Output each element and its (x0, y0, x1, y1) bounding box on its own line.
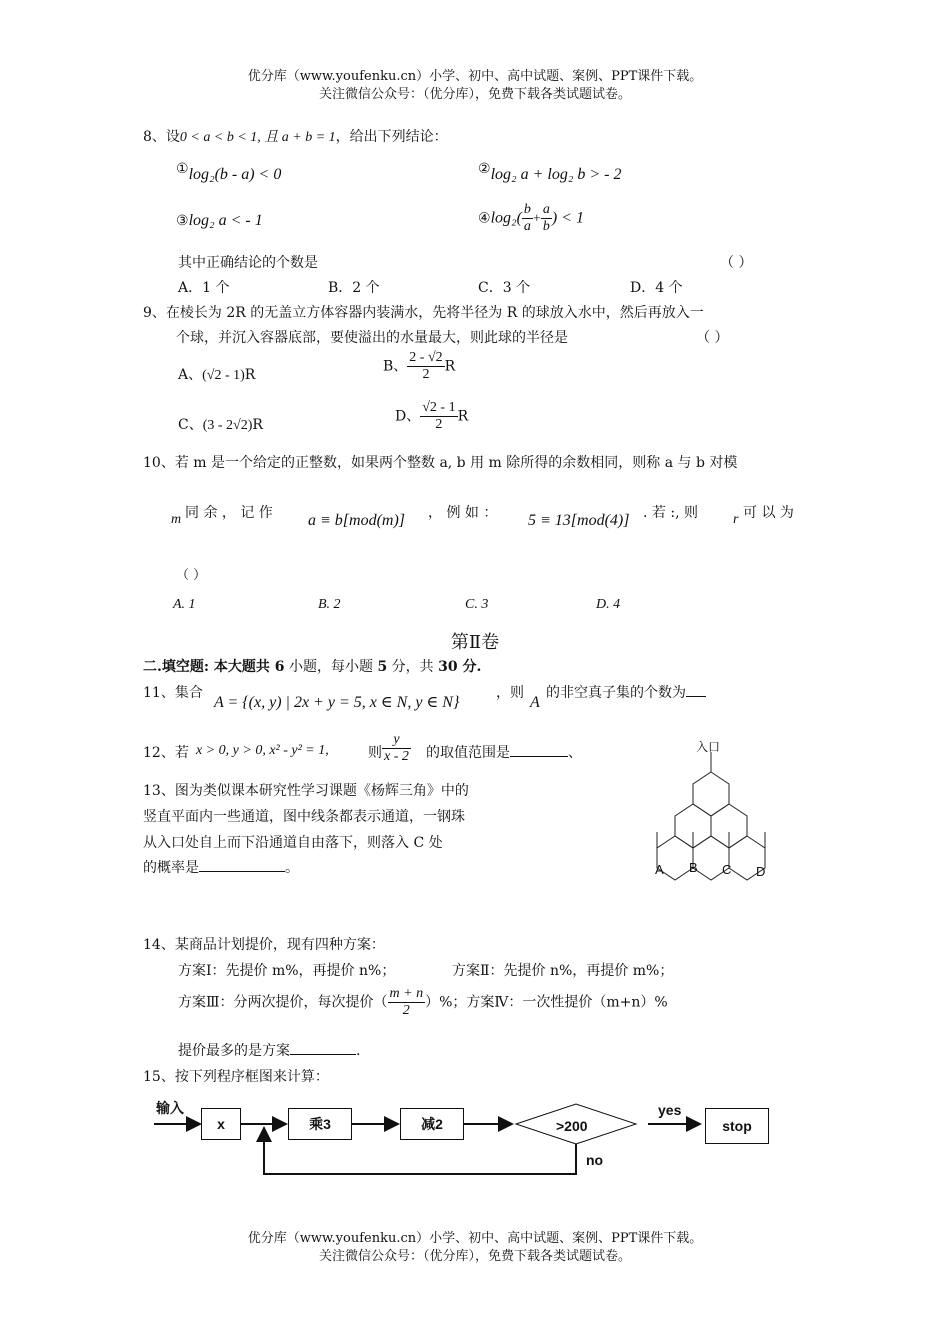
q10-expr-1: a ≡ b[mod(m)] (308, 512, 406, 529)
q10-expr-2: 5 ≡ 13[mod(4)] (528, 512, 630, 529)
q15-box-stop: stop (705, 1108, 769, 1144)
q11-set-a: A (530, 694, 540, 711)
q9-option-c (178, 414, 263, 434)
q13-line-4-text: 的概率是 (143, 860, 199, 876)
q8-option-a: A．1 个 (178, 280, 230, 296)
footer-line-1: 优分库（www.youfenku.cn）小学、初中、高中试题、案例、PPT课件下载。 (247, 1231, 703, 1246)
q10-text-a: 同 余 ， 记 作 (185, 505, 273, 521)
q8-c4-frac-1: $\frac{b}{a}$ (523, 202, 531, 234)
q12-prefix: 12、若 (143, 745, 189, 761)
q10-text-d: 可 以 为 (743, 505, 794, 521)
q14-last-text: 提价最多的是方案 (178, 1043, 290, 1059)
q14-plan-1: 方案Ⅰ：先提价 m%，再提价 n%； (178, 963, 396, 979)
q12-cond: x > 0, y > 0, x² - y² = 1, (196, 743, 329, 758)
q8-c3-expr: log₂ a < - 1 (188, 212, 263, 229)
section-2-intro (143, 656, 481, 676)
q8-option-d: D．4 个 (630, 280, 683, 296)
q9-c-label: C、 (178, 417, 203, 433)
q9-line-2: 个球，并沉入容器底部，要使溢出的水量最大，则此球的半径是 (176, 330, 568, 346)
q15-input-label: 输入 (156, 1100, 184, 1116)
q12-mid: 则 (368, 745, 382, 761)
section-intro-pre: 二.填空题 (143, 659, 204, 675)
q14-p3-post: ）%；方案Ⅳ：一次性提价（m+n）% (425, 994, 668, 1011)
header-line-2: 关注微信公众号：（优分库），免费下载各类试题试卷。 (318, 87, 631, 102)
q8-suffix: ，给出下列结论： (335, 129, 448, 145)
q13-line-3: 从入口处自上而下沿通道自由落下，则落入 C 处 (143, 835, 443, 851)
q13-fig-b: B (689, 860, 698, 875)
section-points: 5 (377, 659, 388, 675)
q10-option-c: C. 3 (465, 597, 489, 612)
q14-blank (290, 1040, 356, 1055)
q9-b-unit: R (444, 358, 456, 375)
header-line-1: 优分库（www.youfenku.cn）小学、初中、高中试题、案例、PPT课件下载。 (247, 69, 703, 84)
q8-condition: 0 < a < b < 1, 且 a + b = 1 (179, 130, 336, 145)
q10-option-a: A. 1 (173, 597, 196, 612)
q10-text-b: ， 例 如 ： (428, 505, 498, 521)
q13-fig-entry-label: 入口 (696, 740, 721, 754)
q9-a-expr: (√2 - 1) (202, 368, 245, 383)
q15-box-subtract: 减2 (400, 1108, 464, 1140)
q8-option-b: B．2 个 (328, 280, 380, 296)
section-intro-mid2: 小题，每小题 (284, 659, 378, 675)
q9-d-frac: $\frac{√2 - 1}{2}$ (422, 400, 456, 432)
q11-suffix (546, 682, 706, 702)
q8-c3-mark: ③ (176, 213, 189, 229)
q15-no-label: no (586, 1152, 604, 1168)
q12-frac: $\frac{y}{x - 2}$ (384, 732, 409, 764)
q15-box-multiply: 乘3 (288, 1108, 352, 1140)
section-intro-mid: : 本大题共 (203, 659, 275, 675)
q8-conclusion-3 (176, 212, 263, 230)
section-intro-end: 分. (457, 659, 482, 675)
q13-line-2: 竖直平面内一些通道，图中线条都表示通道，一钢珠 (143, 809, 465, 825)
q14-line-1: 14、某商品计划提价，现有四种方案： (143, 937, 385, 953)
q8-prefix: 8、设 (143, 129, 180, 145)
q8-c4-pre: log₂( (490, 209, 522, 227)
q15-yes-label: yes (658, 1102, 682, 1118)
q10-m: m (171, 512, 182, 527)
q8-intro (143, 126, 448, 146)
q13-line-4 (143, 857, 299, 877)
q14-p3-pre: 方案Ⅲ：分两次提价，每次提价（ (178, 994, 388, 1011)
q10-answer-paren: （ ） (176, 568, 207, 583)
section-total: 30 (438, 659, 458, 675)
q9-d-unit: R (457, 408, 469, 425)
q8-c1-mark: ① (176, 161, 189, 177)
q14-plan-2: 方案Ⅱ：先提价 n%，再提价 m%； (452, 963, 674, 979)
q13-fig-c: C (722, 862, 732, 877)
q12-fraction (382, 732, 411, 765)
q11-suffix-text: 的非空真子集的个数为 (546, 685, 686, 701)
q11-prefix: 11、集合 (143, 685, 203, 701)
q8-c4-plus: + (532, 211, 541, 227)
q10-r: r (733, 512, 739, 527)
q12-end: 、 (568, 745, 582, 761)
section-n-questions: 6 (274, 659, 285, 675)
q9-b-frac: $\frac{2 - √2}{2}$ (409, 350, 443, 382)
q9-option-a (178, 364, 255, 384)
q8-answer-paren: （ ） (720, 255, 753, 271)
q12-suffix-text: 的取值范围是 (426, 745, 510, 761)
q11-mid: ，则 (496, 685, 524, 701)
q14-plan-3 (178, 986, 668, 1019)
q11-expr: A = {(x, y) | 2x + y = 5, x ∈ N, y ∈ N} (214, 694, 460, 711)
q9-answer-paren: （ ） (696, 330, 729, 346)
q13-line-1: 13、图为类似课本研究性学习课题《杨辉三角》中的 (143, 783, 469, 799)
q8-c2-mark: ② (478, 161, 491, 177)
q9-a-unit: R (244, 367, 256, 383)
q8-option-c: C．3 个 (478, 280, 531, 296)
q9-c-expr: (3 - 2√2) (202, 418, 253, 433)
q13-blank (199, 857, 285, 872)
q11-blank (686, 682, 706, 697)
q9-b-label: B、 (383, 358, 408, 375)
q10-text-c: . 若 :, 则 (643, 505, 698, 521)
q9-a-label: A、 (178, 367, 203, 383)
q10-option-d: D. 4 (596, 597, 621, 612)
q9-option-d (395, 400, 468, 433)
q8-conclusion-4 (478, 202, 584, 235)
section-2-title: 第Ⅱ卷 (450, 632, 500, 653)
q14-p3-frac: $\frac{m + n}{2}$ (389, 986, 424, 1018)
q13-fig-d: D (756, 864, 766, 879)
q13-line-4-end: 。 (285, 860, 299, 876)
q8-conclusion-1 (176, 160, 282, 183)
q8-conclusion-2 (478, 160, 622, 183)
q14-last-end: . (356, 1043, 361, 1059)
q12-blank (510, 742, 568, 757)
q8-stem: 其中正确结论的个数是 (178, 255, 318, 271)
q9-line-1: 9、在棱长为 2R 的无盖立方体容器内装满水，先将半径为 R 的球放入水中，然后再放入一 (143, 305, 704, 321)
q9-option-b (383, 350, 455, 383)
q8-c2-expr: log₂ a + log₂ b > - 2 (490, 166, 622, 183)
q13-channel-figure-outputs (640, 752, 780, 862)
q12-suffix (426, 742, 582, 762)
q10-option-b: B. 2 (318, 597, 341, 612)
q10-line-1: 10、若 m 是一个给定的正整数，如果两个整数 a, b 用 m 除所得的余数相同，则称 a 与 b 对模 (143, 455, 738, 471)
q15-line-1: 15、按下列程序框图来计算： (143, 1069, 329, 1085)
footer-line-2: 关注微信公众号：（优分库），免费下载各类试题试卷。 (318, 1249, 631, 1264)
section-intro-mid3: 分，共 (387, 659, 439, 675)
q8-c4-frac-2: $\frac{a}{b}$ (542, 202, 550, 234)
q9-d-label: D、 (395, 408, 421, 425)
q8-c4-mark: ④ (478, 210, 491, 227)
q13-fig-a: A (655, 862, 664, 877)
q8-c1-expr: log₂(b - a) < 0 (188, 166, 282, 183)
q8-c4-post: ) < 1 (551, 209, 584, 227)
q9-c-unit: R (252, 417, 263, 433)
q15-decision-label: >200 (556, 1118, 588, 1134)
q14-last (178, 1040, 360, 1060)
q15-box-x: x (201, 1108, 241, 1140)
